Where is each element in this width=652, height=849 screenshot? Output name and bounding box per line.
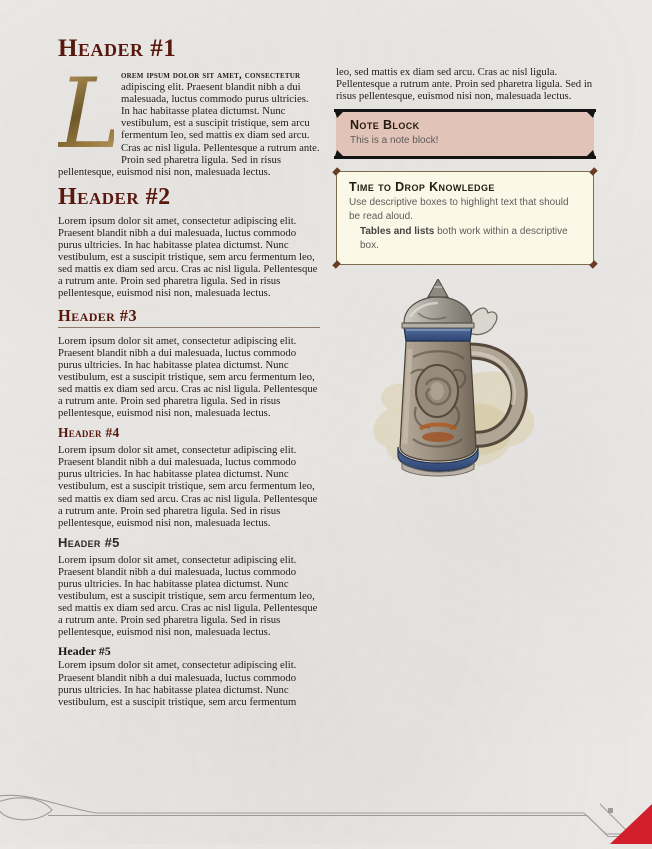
lead-rest-text: adipiscing elit. Praesent blandit nibh a dui malesuada, luctus commodo purus ultricies. In hac habitasse platea dictumst. Nunc vestibulum, est a suscipit tristique, sem arcu fermentum leo, sed mattis ex diam sed arcu. Cras ac nisl ligula. Pellentesque a rutrum ante. Proin sed pharetra ligula. Sed in risus pellentesque, euismod nisi non, malesuada lectus. [58, 81, 320, 178]
descriptive-box-corner-dot [332, 167, 340, 175]
descriptive-box-line2 [349, 225, 581, 254]
note-block-body: This is a note block! [350, 135, 439, 147]
note-corner-triangle [584, 147, 596, 159]
note-corner-triangle [584, 109, 596, 121]
heading-1: Header #1 [58, 36, 177, 62]
heading-4: Header #4 [58, 425, 120, 441]
descriptive-box-corner-dot [589, 167, 597, 175]
paragraph-dropcap [58, 58, 320, 178]
paragraph: Lorem ipsum dolor sit amet, consectetur adipiscing elit. Praesent blandit nibh a dui malesuada, luctus commodo purus ultricies. In hac habitasse platea dictumst. Nunc vestibulum, est a suscipit tristique, sem arcu fermentum leo, sed mattis ex diam sed arcu. Cras ac nisl ligula. Pellentesque a rutrum ante. Proin sed pharetra ligula. Sed in risus pellentesque, euismod nisi non, malesuada lectus. [58, 444, 318, 529]
right-column [336, 66, 594, 479]
paragraph-truncated: Lorem ipsum dolor sit amet, consectetur adipiscing elit. Praesent blandit nibh a dui malesuada, luctus commodo purus ultricies. In hac habitasse platea dictumst. Nunc vestibulum, est a suscipit tristique, sem arcu fermentum [58, 659, 297, 708]
footer-line [0, 795, 634, 838]
descriptive-box [336, 171, 594, 265]
note-block [336, 109, 594, 159]
descriptive-box-line1: Use descriptive boxes to highlight text that should be read aloud. [349, 196, 569, 223]
footer-ornament [0, 782, 652, 844]
paragraph: Lorem ipsum dolor sit amet, consectetur adipiscing elit. Praesent blandit nibh a dui malesuada, luctus commodo purus ultricies. In hac habitasse platea dictumst. Nunc vestibulum, est a suscipit tristique, sem arcu fermentum leo, sed mattis ex diam sed arcu. Cras ac nisl ligula. Pellentesque a rutrum ante. Proin sed pharetra ligula. Sed in risus pellentesque, euismod nisi non, malesuada lectus. [58, 334, 318, 420]
continuation-paragraph: leo, sed mattis ex diam sed arcu. Cras ac nisl ligula. Pellentesque a rutrum ante. Proin sed pharetra ligula. Sed in risus pellentesque, euismod nisi non, malesuada lectus. [336, 66, 593, 103]
paragraph: Lorem ipsum dolor sit amet, consectetur adipiscing elit. Praesent blandit nibh a dui malesuada, luctus commodo purus ultricies. In hac habitasse platea dictumst. Nunc vestibulum, est a suscipit tristique, sem arcu fermentum leo, sed mattis ex diam sed arcu. Cras ac nisl ligula. Pellentesque a rutrum ante. Proin sed pharetra ligula. Sed in risus pellentesque, euismod nisi non, malesuada lectus. [58, 214, 318, 300]
lead-smallcaps-text: orem ipsum dolor sit amet, consectetur [121, 69, 301, 81]
heading-6: Header #5 [58, 644, 111, 659]
descriptive-box-line2-rest: both work within a descriptive box. [360, 225, 568, 252]
heading-5: Header #5 [58, 534, 120, 550]
footer-square-dot [608, 808, 613, 813]
descriptive-box-bold-text: Tables and lists [360, 225, 435, 237]
note-block-title: Note Block [350, 118, 420, 133]
note-corner-triangle [334, 109, 346, 121]
descriptive-box-corner-dot [332, 260, 340, 268]
descriptive-box-corner-dot [589, 260, 597, 268]
descriptive-box-title: Time to Drop Knowledge [349, 179, 495, 194]
note-corner-triangle [334, 147, 346, 159]
paragraph: Lorem ipsum dolor sit amet, consectetur adipiscing elit. Praesent blandit nibh a dui malesuada, luctus commodo purus ultricies. In hac habitasse platea dictumst. Nunc vestibulum, est a suscipit tristique, sem arcu fermentum leo, sed mattis ex diam sed arcu. Cras ac nisl ligula. Pellentesque a rutrum ante. Proin sed pharetra ligula. Sed in risus pellentesque, euismod nisi non, malesuada lectus. [58, 553, 318, 639]
beer-stein-illustration [358, 279, 548, 479]
left-column [58, 36, 320, 810]
red-corner-triangle [610, 804, 652, 844]
ornate-dropcap-letter: L [58, 58, 122, 170]
heading-3: Header #3 [58, 307, 320, 328]
heading-2: Header #2 [58, 183, 171, 210]
